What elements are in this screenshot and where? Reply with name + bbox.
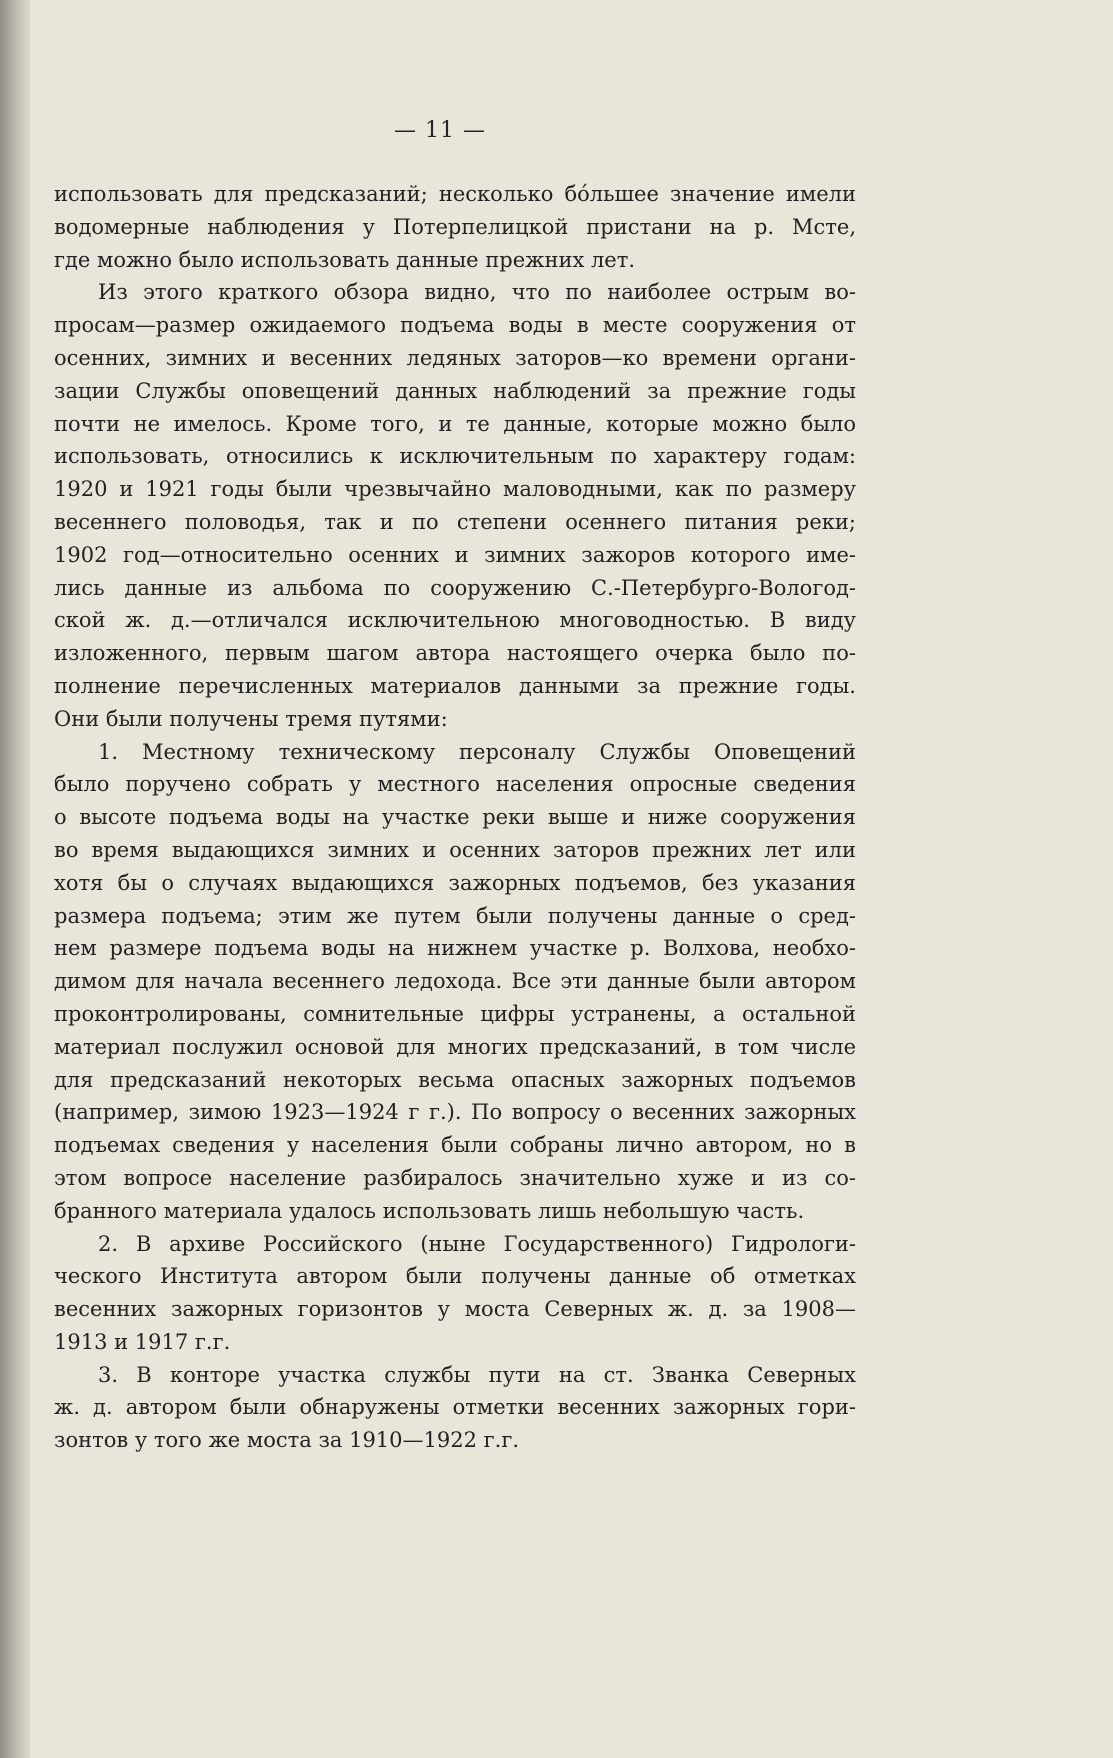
text-line: весенних зажорных горизонтов у моста Северных ж. д. за 1908— <box>54 1297 856 1322</box>
text-line: осенних, зимних и весенних ледяных заторов—ко времени органи- <box>54 345 856 370</box>
text-line: почти не имелось. Кроме того, и те данные, которые можно было <box>54 411 856 436</box>
text-line: 1913 и 1917 г.г. <box>54 1329 231 1354</box>
text-line: зации Службы оповещений данных наблюдений за прежние годы <box>54 378 856 403</box>
text-line: подъемах сведения у населения были собраны лично автором, но в <box>54 1133 856 1158</box>
text-line: этом вопросе население разбиралось значительно хуже и из со- <box>54 1165 856 1190</box>
text-line: димом для начала весеннего ледохода. Все эти данные были автором <box>54 969 856 994</box>
text-line: нем размере подъема воды на нижнем участке р. Волхова, необхо- <box>54 936 856 961</box>
text-line: использовать, относились к исключительным по характеру годам: <box>54 444 856 469</box>
text-line: Они были получены тремя путями: <box>54 706 448 731</box>
text-line: во время выдающихся зимних и осенних заторов прежних лет или <box>54 837 856 862</box>
text-line: просам—размер ожидаемого подъема воды в месте сооружения от <box>54 313 856 338</box>
text-line: материал послужил основой для многих предсказаний, в том числе <box>54 1034 856 1059</box>
text-line: размера подъема; этим же путем были получены данные о сред- <box>54 903 856 928</box>
text-line: использовать для предсказаний; несколько бóльшее значение имели <box>54 182 856 206</box>
body-text <box>54 178 856 1457</box>
text-line: ской ж. д.—отличался исключительною многоводностью. В виду <box>54 608 856 633</box>
text-line: проконтролированы, сомнительные цифры устранены, а остальной <box>54 1001 856 1026</box>
text-line: 2. В архиве Российского (ныне Государственного) Гидрологи- <box>98 1231 856 1256</box>
text-line: 1. Местному техническому персоналу Службы Оповещений <box>98 739 856 764</box>
text-line: полнение перечисленных материалов данными за прежние годы. <box>54 673 856 698</box>
text-line: хотя бы о случаях выдающихся зажорных подъемов, без указания <box>54 870 856 895</box>
text-line: было поручено собрать у местного населения опросные сведения <box>54 772 856 797</box>
text-line: изложенного, первым шагом автора настоящего очерка было по- <box>54 641 856 666</box>
text-line: для предсказаний некоторых весьма опасных зажорных подъемов <box>54 1067 856 1092</box>
text-line: зонтов у того же моста за 1910—1922 г.г. <box>54 1428 520 1453</box>
text-line: Из этого краткого обзора видно, что по наиболее острым во- <box>98 280 856 305</box>
text-line: лись данные из альбома по сооружению С.-Петербурго-Вологод- <box>54 575 856 600</box>
text-line: 3. В конторе участка службы пути на ст. Званка Северных <box>98 1362 856 1387</box>
page-number: — 11 — <box>394 118 486 143</box>
text-line: о высоте подъема воды на участке реки выше и ниже сооружения <box>54 805 856 830</box>
text-line: водомерные наблюдения у Потерпелицкой пристани на р. Мсте, <box>54 214 856 239</box>
text-line: 1920 и 1921 годы были чрезвычайно маловодными, как по размеру <box>54 477 856 502</box>
text-line: ж. д. автором были обнаружены отметки весенних зажорных гори- <box>54 1395 856 1420</box>
text-line: 1902 год—относительно осенних и зимних зажоров которого име- <box>54 542 856 567</box>
text-line: (например, зимою 1923—1924 г г.). По вопросу о весенних зажорных <box>54 1100 856 1125</box>
text-line: где можно было использовать данные прежних лет. <box>54 247 636 272</box>
text-line: весеннего половодья, так и по степени осеннего питания реки; <box>54 509 856 534</box>
book-binding-shadow <box>0 0 30 1758</box>
text-line: ческого Института автором были получены данные об отметках <box>54 1264 856 1289</box>
text-line: бранного материала удалось использовать лишь небольшую часть. <box>54 1198 805 1223</box>
